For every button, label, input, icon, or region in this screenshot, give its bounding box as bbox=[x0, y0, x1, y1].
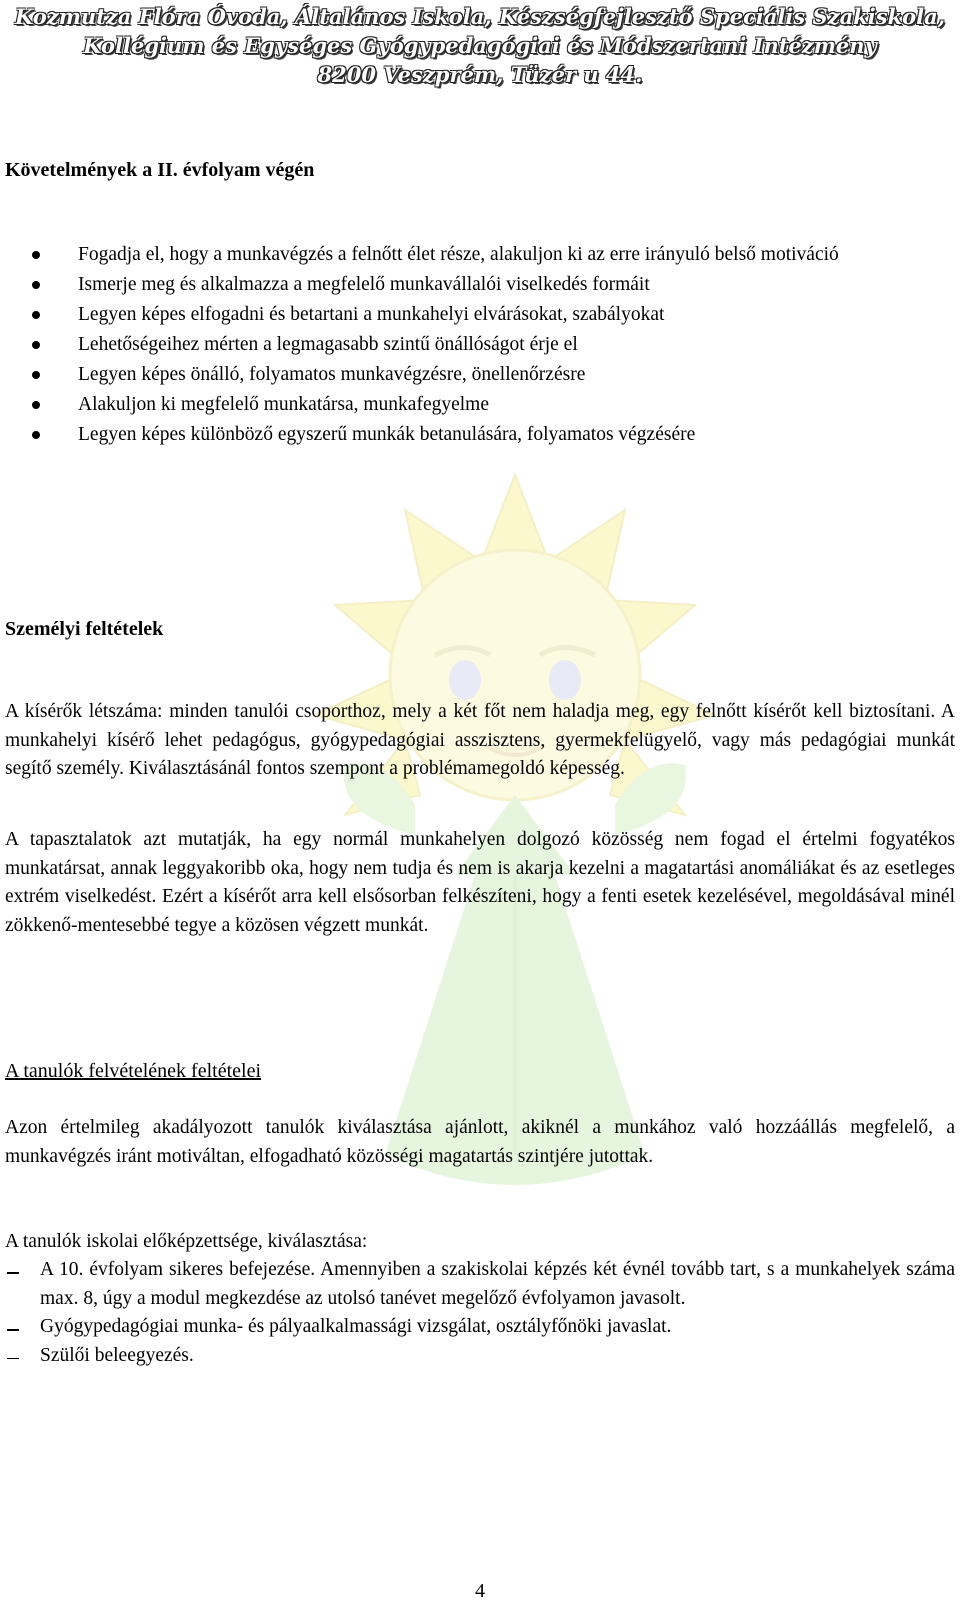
list-item: Fogadja el, hogy a munkavégzés a felnőtt élet része, alakuljon ki az erre irányuló belső motiváció bbox=[5, 240, 955, 270]
personnel-paragraph-1: A kísérők létszáma: minden tanulói csoporthoz, mely a két főt nem haladja meg, egy felnőtt kísérőt kell biztosítani. A munkahelyi kísérő lehet pedagógus, gyógypedagógiai asszisztens, gyermekfelügyelő, vagy más pedagógiai munkát segítő személy. Kiválasztásánál fontos szempont a problémamegoldó képesség. bbox=[5, 701, 955, 779]
list-item: Lehetőségeihez mérten a legmagasabb szintű önállóságot érje el bbox=[5, 330, 955, 360]
admission-list bbox=[5, 1256, 955, 1370]
bullet-icon bbox=[32, 251, 40, 259]
bullet-icon bbox=[32, 281, 40, 289]
dash-icon bbox=[7, 1358, 19, 1360]
requirements-list bbox=[5, 240, 955, 450]
section-title-personnel: Személyi feltételek bbox=[5, 618, 164, 640]
header-line-1: Kozmutza Flóra Óvoda, Általános Iskola, Készségfejlesztő Speciális Szakiskola, bbox=[14, 4, 946, 29]
dash-icon bbox=[7, 1272, 19, 1274]
bullet-icon bbox=[32, 431, 40, 439]
list-item: A 10. évfolyam sikeres befejezése. Amennyiben a szakiskolai képzés két évnél tovább tart, s a munkahelyek száma max. 8, úgy a modul megkezdése az utolsó tanévet megelőző évfolyamon javasolt. bbox=[5, 1256, 955, 1313]
bullet-icon bbox=[32, 371, 40, 379]
list-item: Alakuljon ki megfelelő munkatársa, munkafegyelme bbox=[5, 390, 955, 420]
page-number: 4 bbox=[475, 1580, 485, 1602]
admission-subtitle: A tanulók iskolai előképzettsége, kiválasztása: bbox=[5, 1231, 368, 1252]
personnel-paragraph-2: A tapasztalatok azt mutatják, ha egy normál munkahelyen dolgozó közösség nem fogad el értelmi fogyatékos munkatársat, annak leggyakoribb oka, hogy nem tudja és nem is akarja kezelni a magatartási anomáliákat és az esetleges extrém viselkedést. Ezért a kísérőt arra kell elsősorban felkészíteni, hogy a fenti esetek kezelésével, megoldásával minél zökkenő-mentesebbé tegye a közösen végzett munkát. bbox=[5, 829, 955, 936]
document-header bbox=[0, 0, 960, 90]
list-item: Ismerje meg és alkalmazza a megfelelő munkavállalói viselkedés formáit bbox=[5, 270, 955, 300]
list-item: Szülői beleegyezés. bbox=[5, 1342, 955, 1371]
header-line-3: 8200 Veszprém, Tüzér u 44. bbox=[317, 62, 643, 87]
bullet-icon bbox=[32, 341, 40, 349]
bullet-icon bbox=[32, 311, 40, 319]
dash-icon bbox=[7, 1329, 19, 1331]
list-item: Gyógypedagógiai munka- és pályaalkalmassági vizsgálat, osztályfőnöki javaslat. bbox=[5, 1313, 955, 1342]
bullet-icon bbox=[32, 401, 40, 409]
section-title-admission: A tanulók felvételének feltételei bbox=[5, 1060, 261, 1082]
list-item: Legyen képes önálló, folyamatos munkavégzésre, önellenőrzésre bbox=[5, 360, 955, 390]
section-title-requirements: Követelmények a II. évfolyam végén bbox=[5, 159, 315, 181]
list-item: Legyen képes különböző egyszerű munkák betanulására, folyamatos végzésére bbox=[5, 420, 955, 450]
header-line-2: Kollégium és Egységes Gyógypedagógiai és Módszertani Intézmény bbox=[83, 33, 877, 58]
list-item: Legyen képes elfogadni és betartani a munkahelyi elvárásokat, szabályokat bbox=[5, 300, 955, 330]
admission-paragraph: Azon értelmileg akadályozott tanulók kiválasztása ajánlott, akiknél a munkához való hozzáállás megfelelő, a munkavégzés iránt motiváltan, elfogadható közösségi magatartás szintjére jutottak. bbox=[5, 1117, 955, 1167]
